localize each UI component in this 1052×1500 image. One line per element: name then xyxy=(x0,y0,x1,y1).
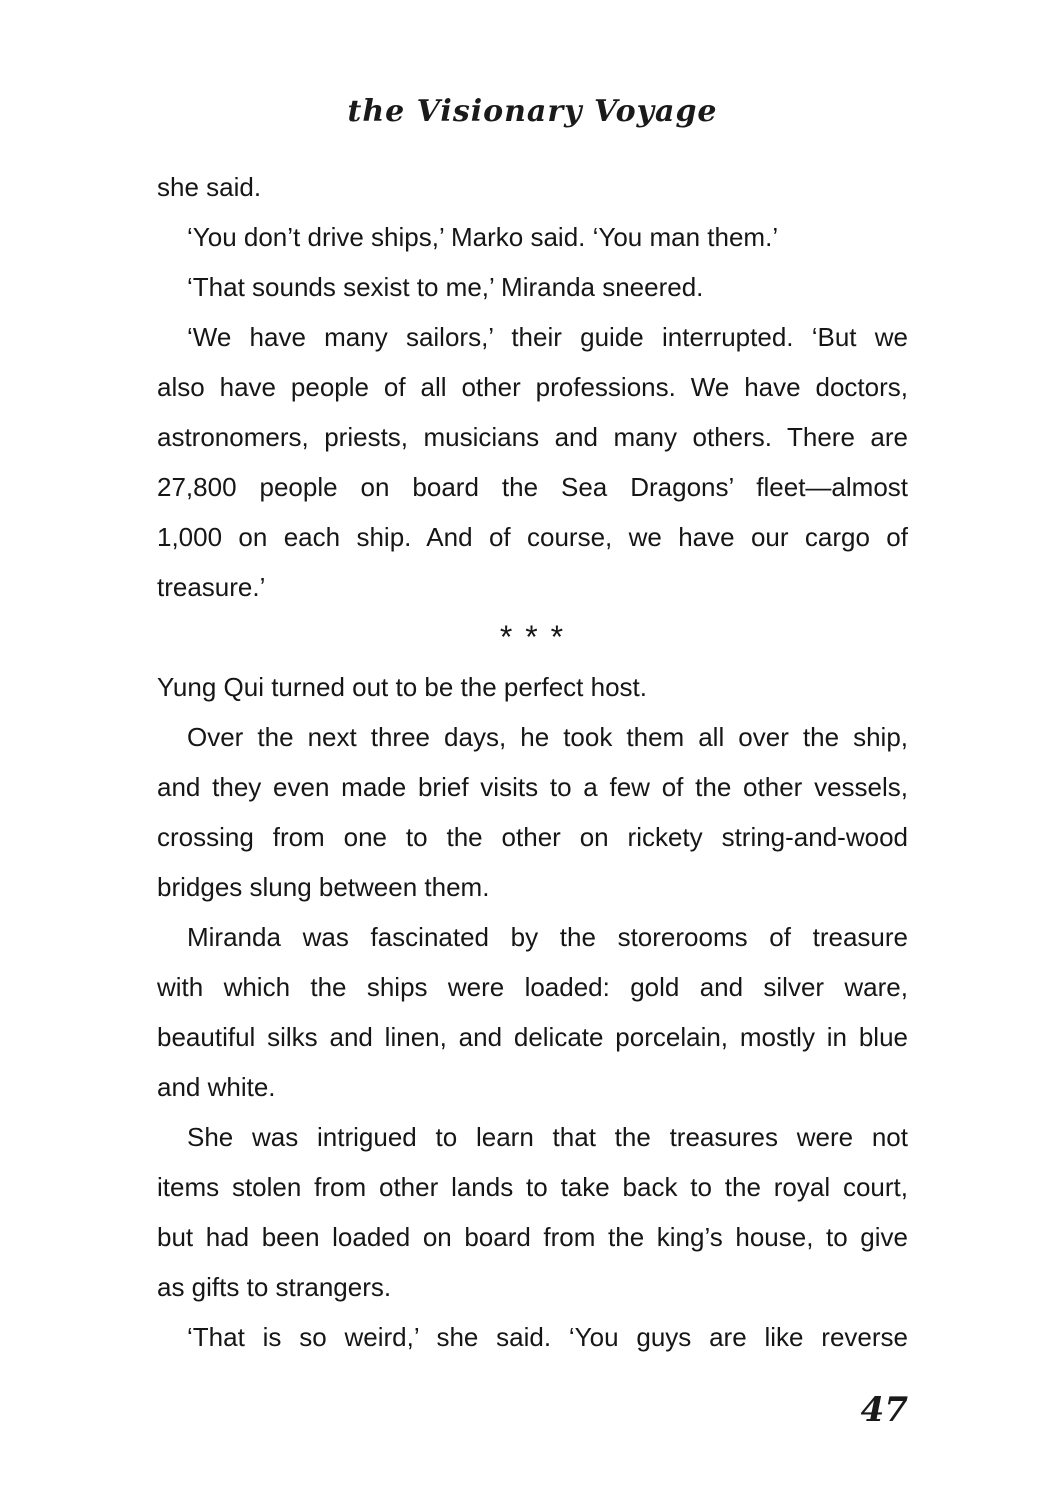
running-head-title: the Visionary Voyage xyxy=(347,94,718,129)
text-line: bridges slung between them. xyxy=(157,872,490,902)
text-line: as gifts to strangers. xyxy=(157,1272,392,1302)
text-line: and white. xyxy=(157,1072,276,1102)
text-line: with which the ships were loaded: gold and silver ware, xyxy=(157,972,908,1002)
text-line: ‘We have many sailors,’ their guide interrupted. ‘But we xyxy=(187,322,908,352)
text-line: 27,800 people on board the Sea Dragons’ fleet—almost xyxy=(157,472,908,502)
text-line: ‘That sounds sexist to me,’ Miranda sneered. xyxy=(187,272,704,302)
text-line: treasure.’ xyxy=(157,572,266,602)
text-line: 1,000 on each ship. And of course, we have our cargo of xyxy=(157,522,908,552)
text-line: but had been loaded on board from the king’s house, to give xyxy=(157,1222,908,1252)
text-line: She was intrigued to learn that the treasures were not xyxy=(187,1122,908,1152)
body-text xyxy=(157,162,908,1362)
text-line: beautiful silks and linen, and delicate porcelain, mostly in blue xyxy=(157,1022,908,1052)
scene-break: * * * xyxy=(499,619,566,655)
text-line: and they even made brief visits to a few of the other vessels, xyxy=(157,772,908,802)
text-line: crossing from one to the other on rickety string-and-wood xyxy=(157,822,908,852)
page-number: 47 xyxy=(860,1390,908,1430)
text-line: also have people of all other professions. We have doctors, xyxy=(157,372,908,402)
text-line: Over the next three days, he took them all over the ship, xyxy=(187,722,908,752)
text-line: items stolen from other lands to take back to the royal court, xyxy=(157,1172,908,1202)
text-line: she said. xyxy=(157,172,262,202)
text-line: ‘That is so weird,’ she said. ‘You guys are like reverse xyxy=(187,1322,908,1352)
text-line: Yung Qui turned out to be the perfect host. xyxy=(157,672,648,702)
text-line: astronomers, priests, musicians and many others. There are xyxy=(157,422,908,452)
text-line: Miranda was fascinated by the storerooms of treasure xyxy=(187,922,908,952)
text-line: ‘You don’t drive ships,’ Marko said. ‘You man them.’ xyxy=(187,222,779,252)
